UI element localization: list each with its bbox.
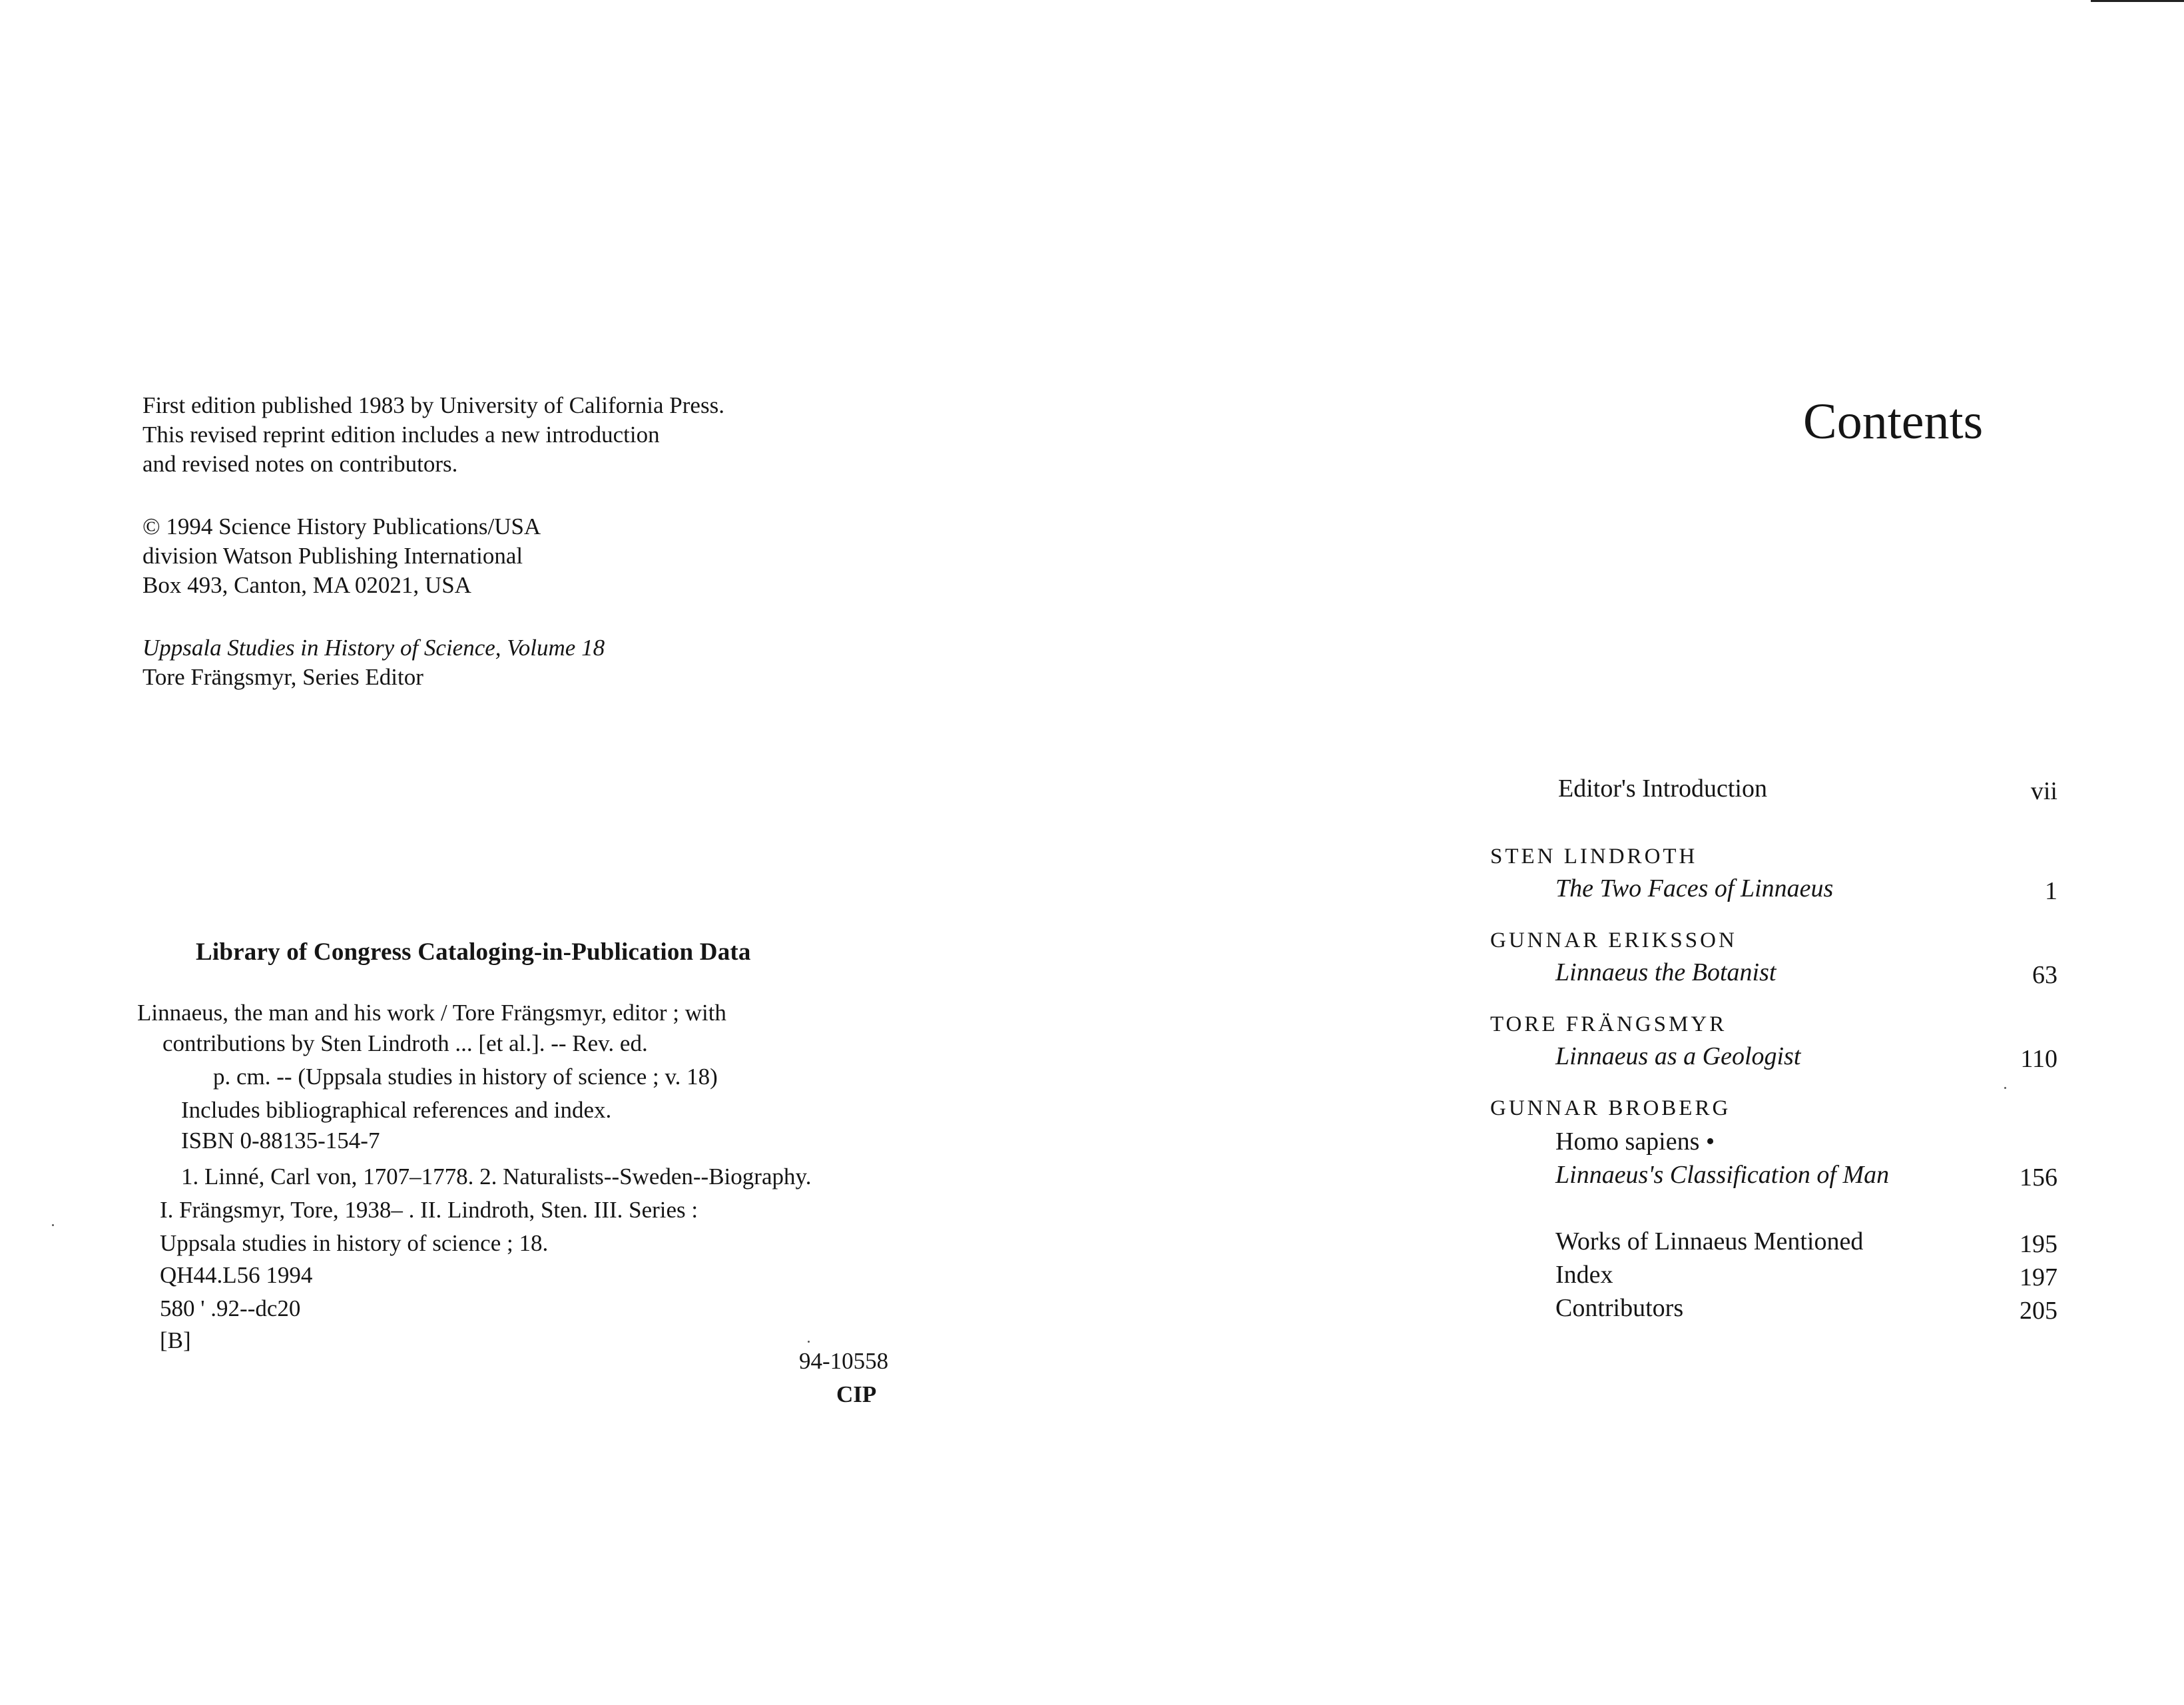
copyright-line: division Watson Publishing International <box>142 543 523 569</box>
toc-chapter-page: 156 <box>2020 1164 2057 1192</box>
toc-chapter-title[interactable]: Linnaeus as a Geologist <box>1555 1042 1801 1070</box>
toc-backmatter-page: 197 <box>2020 1263 2057 1291</box>
cip-line: [B] <box>160 1327 191 1353</box>
toc-chapter-page: 63 <box>2032 961 2057 989</box>
cip-line: I. Frängsmyr, Tore, 1938– . II. Lindroth, Sten. III. Series : <box>160 1197 698 1223</box>
copyright-line: Box 493, Canton, MA 02021, USA <box>142 572 471 598</box>
toc-chapter-page: 110 <box>2020 1045 2057 1073</box>
toc-chapter-title[interactable]: Linnaeus the Botanist <box>1555 958 1776 986</box>
toc-backmatter-title[interactable]: Works of Linnaeus Mentioned <box>1555 1227 1864 1255</box>
top-edge-rule <box>2091 0 2184 2</box>
publication-note-line: First edition published 1983 by University of California Press. <box>142 392 724 418</box>
toc-backmatter-title[interactable]: Index <box>1555 1261 1613 1289</box>
print-speck <box>52 1224 54 1226</box>
toc-author: TORE FRÄNGSMYR <box>1490 1012 1727 1036</box>
print-speck <box>2004 1087 2006 1089</box>
cip-line: QH44.L56 1994 <box>160 1262 313 1288</box>
cip-record <box>137 996 936 1396</box>
copyright-line: © 1994 Science History Publications/USA <box>142 513 541 539</box>
series-title: Uppsala Studies in History of Science, Volume 18 <box>142 635 605 661</box>
cip-line: p. cm. -- (Uppsala studies in history of science ; v. 18) <box>213 1064 718 1090</box>
publication-info <box>142 390 808 723</box>
cip-line: Linnaeus, the man and his work / Tore Frängsmyr, editor ; with <box>137 1000 726 1026</box>
toc-intro-page: vii <box>2030 777 2057 805</box>
cip-line: Uppsala studies in history of science ; 18. <box>160 1230 549 1256</box>
print-speck <box>808 1341 810 1343</box>
toc-author: GUNNAR ERIKSSON <box>1490 928 1737 952</box>
toc-chapter-title-line1[interactable]: Homo sapiens • <box>1555 1128 1715 1156</box>
toc-backmatter-page: 195 <box>2020 1230 2057 1258</box>
toc-backmatter-title[interactable]: Contributors <box>1555 1294 1684 1322</box>
toc-chapter-title[interactable]: The Two Faces of Linnaeus <box>1555 874 1834 902</box>
toc-intro-title[interactable]: Editor's Introduction <box>1558 775 1767 803</box>
toc-author: STEN LINDROTH <box>1490 845 1698 868</box>
cip-line: 1. Linné, Carl von, 1707–1778. 2. Naturalists--Sweden--Biography. <box>181 1164 812 1190</box>
toc-chapter-title[interactable]: Linnaeus's Classification of Man <box>1555 1161 1890 1189</box>
cip-line: ISBN 0-88135-154-7 <box>181 1128 380 1154</box>
lccn-number: 94-10558 <box>799 1348 889 1374</box>
toc-author: GUNNAR BROBERG <box>1490 1096 1731 1120</box>
cip-label: CIP <box>836 1381 877 1407</box>
toc-backmatter-page: 205 <box>2020 1297 2057 1325</box>
contents-heading: Contents <box>1803 394 1984 450</box>
cip-heading: Library of Congress Cataloging-in-Publication Data <box>196 938 751 966</box>
publication-note-line: This revised reprint edition includes a new introduction <box>142 422 660 448</box>
publication-note-line: and revised notes on contributors. <box>142 451 458 477</box>
toc-chapter-page: 1 <box>2045 877 2057 905</box>
cip-line: contributions by Sten Lindroth ... [et al.]. -- Rev. ed. <box>162 1030 648 1056</box>
cip-line: 580 ' .92--dc20 <box>160 1295 301 1321</box>
cip-line: Includes bibliographical references and index. <box>181 1097 612 1123</box>
series-editor: Tore Frängsmyr, Series Editor <box>142 664 423 690</box>
